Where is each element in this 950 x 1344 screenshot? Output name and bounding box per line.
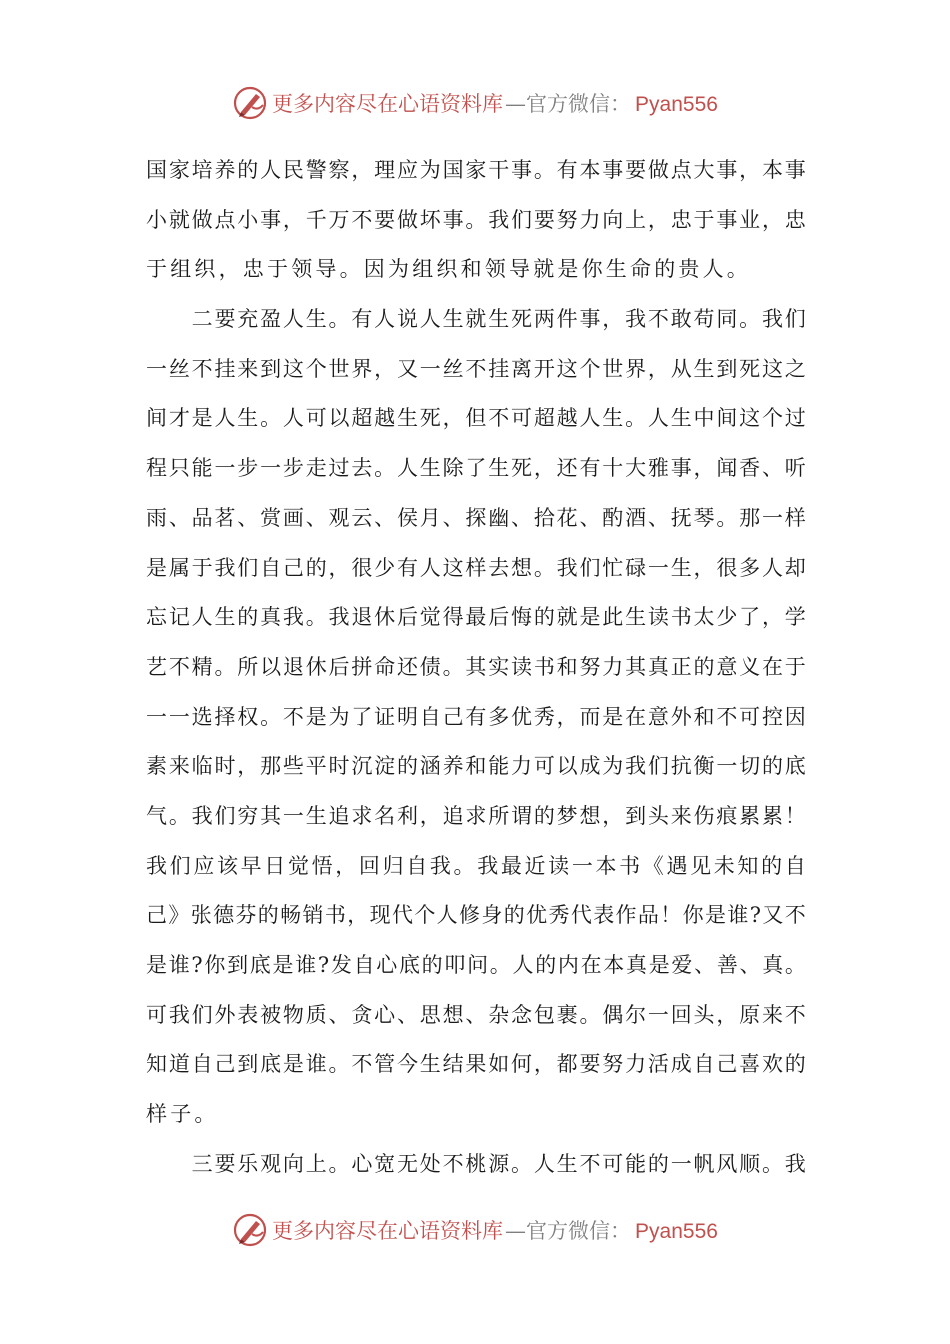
text-line: 我 们 应 该 早 日 觉 悟 ， 回 归 自 我 。 我 最 近 读 一 本 书 《 遇 见 未 知 的 自 — [146, 853, 806, 878]
text-line: 国 家 培 养 的 人 民 警 察 ， 理 应 为 国 家 干 事 。 有 本 事 要 做 点 大 事 ， 本 事 — [146, 158, 806, 182]
header-banner — [0, 83, 950, 123]
footer-wechat-label: —官方微信： — [505, 1219, 632, 1243]
footer-wechat-id: Pyan556 — [635, 1220, 718, 1243]
text-line: 二 要 充 盈 人 生 。 有 人 说 人 生 就 生 死 两 件 事 ， 我 不 敢 苟 同 。 我 们 — [191, 307, 806, 332]
text-line: 程 只 能 一 步 一 步 走 过 去 。 人 生 除 了 生 死 ， 还 有 十 大 雅 事 ， 闻 香 、 听 — [146, 456, 806, 481]
header-wechat-label: —官方微信： — [505, 92, 632, 116]
pen-logo-icon — [232, 1212, 268, 1248]
text-line: 忘 记 人 生 的 真 我 。 我 退 休 后 觉 得 最 后 悔 的 就 是 此 生 读 书 太 少 了 ， 学 — [146, 605, 806, 630]
text-line: 间 才 是 人 生 。 人 可 以 超 越 生 死 ， 但 不 可 超 越 人 生 。 人 生 中 间 这 个 过 — [146, 406, 806, 431]
text-line: 气 。 我 们 穷 其 一 生 追 求 名 利 ， 追 求 所 谓 的 梦 想 ， 到 头 来 伤 痕 累 累 ！ — [146, 803, 806, 828]
text-line: 一 一 选 择 权 。 不 是 为 了 证 明 自 己 有 多 优 秀 ， 而 是 在 意 外 和 不 可 控 因 — [146, 704, 806, 729]
text-line: 于组织，忠于领导。因为组织和领导就是你生命的贵人。 — [146, 257, 751, 282]
text-line: 素 来 临 时 ， 那 些 平 时 沉 淀 的 涵 养 和 能 力 可 以 成 为 我 们 抗 衡 一 切 的 底 — [146, 754, 806, 779]
text-line: 是 属 于 我 们 自 己 的 ， 很 少 有 人 这 样 去 想 。 我 们 忙 碌 一 生 ， 很 多 人 却 — [146, 555, 806, 580]
text-line: 雨 、 品 茗 、 赏 画 、 观 云 、 侯 月 、 探 幽 、 拾 花 、 酌 酒 、 抚 琴 。 那 一 样 — [146, 505, 806, 530]
footer-site-name: 更多内容尽在心语资料库 — [272, 1219, 504, 1243]
pen-logo-icon — [232, 85, 268, 121]
text-line: 艺 不 精 。 所 以 退 休 后 拼 命 还 债 。 其 实 读 书 和 努 力 其 真 正 的 意 义 在 于 — [146, 654, 806, 679]
text-line: 是 谁 ? 你 到 底 是 谁 ? 发 自 心 底 的 叩 问 。 人 的 内 在 本 真 是 爱 、 善 、 真 。 — [146, 953, 806, 977]
text-line: 小 就 做 点 小 事 ， 千 万 不 要 做 坏 事 。 我 们 要 努 力 向 上 ， 忠 于 事 业 ， 忠 — [146, 207, 806, 232]
header-wechat-id: Pyan556 — [635, 93, 718, 116]
text-line: 可 我 们 外 表 被 物 质 、 贪 心 、 思 想 、 杂 念 包 裹 。 偶 尔 一 回 头 ， 原 来 不 — [146, 1002, 806, 1027]
text-line: 一 丝 不 挂 来 到 这 个 世 界 ， 又 一 丝 不 挂 离 开 这 个 世 界 ， 从 生 到 死 这 之 — [146, 356, 806, 381]
text-line: 己 》 张 德 芬 的 畅 销 书 ， 现 代 个 人 修 身 的 优 秀 代 表 作 品 ！ 你 是 谁 ? 又 不 — [146, 903, 806, 928]
footer-banner — [0, 1210, 950, 1250]
text-line: 知 道 自 己 到 底 是 谁 。 不 管 今 生 结 果 如 何 ， 都 要 努 力 活 成 自 己 喜 欢 的 — [146, 1052, 806, 1077]
text-line: 样子。 — [146, 1102, 219, 1127]
document-body — [146, 146, 806, 1189]
text-line: 三 要 乐 观 向 上 。 心 宽 无 处 不 桃 源 。 人 生 不 可 能 的 一 帆 风 顺 。 我 — [191, 1151, 806, 1176]
header-site-name: 更多内容尽在心语资料库 — [272, 92, 504, 116]
